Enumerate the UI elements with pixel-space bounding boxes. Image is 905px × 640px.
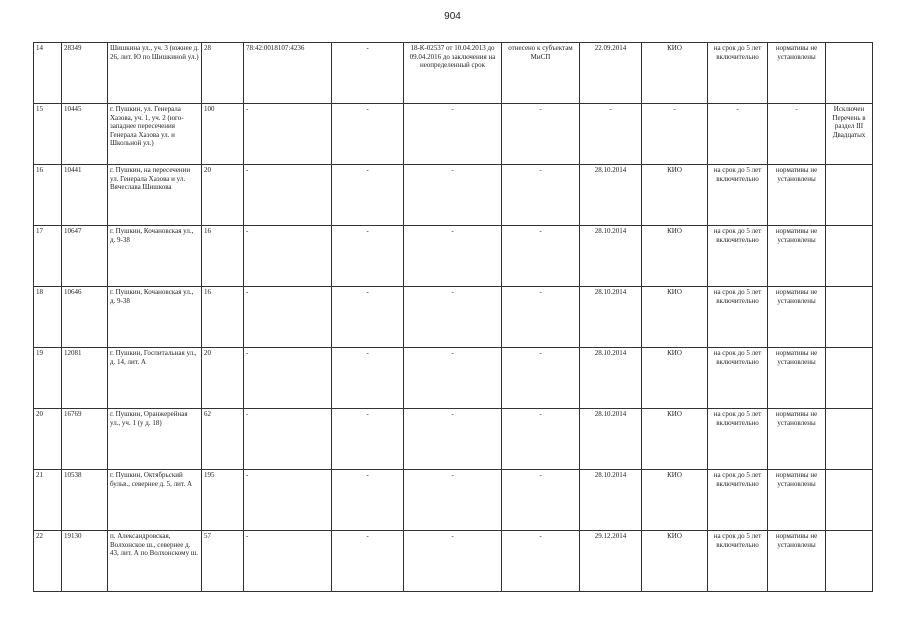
cell-object-code: 10646 xyxy=(62,287,108,348)
table-row xyxy=(34,43,873,104)
cell-object-code: 12081 xyxy=(62,348,108,409)
cell-column-6: - xyxy=(332,287,404,348)
table-row xyxy=(34,287,873,348)
cell-object-code: 10445 xyxy=(62,104,108,165)
cell-column-8: - xyxy=(502,348,580,409)
cell-object-code: 10647 xyxy=(62,226,108,287)
cell-date: 28.10.2014 xyxy=(580,287,642,348)
cell-row-number: 14 xyxy=(34,43,62,104)
cell-note xyxy=(826,287,873,348)
cell-object-code: 10538 xyxy=(62,470,108,531)
cell-row-number: 17 xyxy=(34,226,62,287)
cell-norm: нормативы не установлены xyxy=(768,348,826,409)
cell-object-code: 28349 xyxy=(62,43,108,104)
cell-column-8: - xyxy=(502,165,580,226)
cell-column-8: - xyxy=(502,226,580,287)
cell-term: на срок до 5 лет включительно xyxy=(708,348,768,409)
cell-area: 100 xyxy=(202,104,244,165)
cell-area: 195 xyxy=(202,470,244,531)
cell-column-8: - xyxy=(502,470,580,531)
cell-norm: нормативы не установлены xyxy=(768,470,826,531)
cell-date: 22.09.2014 xyxy=(580,43,642,104)
cell-agency: КИО xyxy=(642,165,708,226)
cell-document: - xyxy=(404,348,502,409)
cell-address: г. Пушкин, Госпитальная ул., д. 14, лит. А xyxy=(108,348,202,409)
table-row xyxy=(34,104,873,165)
cell-cadastral-number: - xyxy=(244,226,332,287)
cell-note xyxy=(826,226,873,287)
cell-column-8: - xyxy=(502,287,580,348)
cell-note xyxy=(826,165,873,226)
cell-column-6: - xyxy=(332,104,404,165)
cell-cadastral-number: - xyxy=(244,470,332,531)
cell-agency: КИО xyxy=(642,287,708,348)
cell-area: 16 xyxy=(202,287,244,348)
cell-object-code: 10441 xyxy=(62,165,108,226)
cell-row-number: 19 xyxy=(34,348,62,409)
cell-note xyxy=(826,348,873,409)
cell-term: на срок до 5 лет включительно xyxy=(708,43,768,104)
cell-term: на срок до 5 лет включительно xyxy=(708,470,768,531)
cell-agency: КИО xyxy=(642,348,708,409)
cell-agency: КИО xyxy=(642,531,708,592)
table-row xyxy=(34,226,873,287)
table-row xyxy=(34,165,873,226)
cell-address: г. Пушкин, Октябрьский бульв., севернее д. 5, лит. А xyxy=(108,470,202,531)
cell-document: - xyxy=(404,409,502,470)
cell-norm: нормативы не установлены xyxy=(768,287,826,348)
cell-document: - xyxy=(404,104,502,165)
table-row xyxy=(34,470,873,531)
cell-document: - xyxy=(404,287,502,348)
cell-column-6: - xyxy=(332,165,404,226)
cell-term: на срок до 5 лет включительно xyxy=(708,531,768,592)
cell-address: г. Пушкин, Кочановская ул., д. 9-38 xyxy=(108,226,202,287)
cell-address: г. Пушкин, на пересечении ул. Генерала Хазова и ул. Вячеслава Шишкова xyxy=(108,165,202,226)
cell-term: на срок до 5 лет включительно xyxy=(708,165,768,226)
cell-column-8: отнесено к субъектам МиСП xyxy=(502,43,580,104)
cell-address: г. Пушкин, Оранжерейная ул., уч. 1 (у д. 18) xyxy=(108,409,202,470)
cell-norm: - xyxy=(768,104,826,165)
cell-document: - xyxy=(404,226,502,287)
cell-date: 28.10.2014 xyxy=(580,226,642,287)
cell-date: 28.10.2014 xyxy=(580,409,642,470)
cell-document: - xyxy=(404,165,502,226)
cell-column-8: - xyxy=(502,531,580,592)
cell-column-6: - xyxy=(332,409,404,470)
table-row xyxy=(34,531,873,592)
cell-cadastral-number: - xyxy=(244,409,332,470)
cell-area: 20 xyxy=(202,348,244,409)
cell-date: 29.12.2014 xyxy=(580,531,642,592)
cell-cadastral-number: - xyxy=(244,348,332,409)
cell-date: - xyxy=(580,104,642,165)
cell-document: - xyxy=(404,531,502,592)
cell-row-number: 15 xyxy=(34,104,62,165)
cell-note xyxy=(826,43,873,104)
registry-table xyxy=(33,42,873,592)
cell-column-8: - xyxy=(502,104,580,165)
cell-column-6: - xyxy=(332,470,404,531)
cell-norm: нормативы не установлены xyxy=(768,43,826,104)
cell-area: 57 xyxy=(202,531,244,592)
cell-cadastral-number: - xyxy=(244,165,332,226)
cell-norm: нормативы не установлены xyxy=(768,165,826,226)
cell-date: 28.10.2014 xyxy=(580,348,642,409)
cell-object-code: 19130 xyxy=(62,531,108,592)
cell-column-6: - xyxy=(332,531,404,592)
cell-row-number: 16 xyxy=(34,165,62,226)
cell-note xyxy=(826,531,873,592)
cell-cadastral-number: - xyxy=(244,531,332,592)
cell-document: 18-К-02537 от 10.04.2013 до 09.04.2016 до заключения на неопределенный срок xyxy=(404,43,502,104)
cell-term: на срок до 5 лет включительно xyxy=(708,409,768,470)
cell-cadastral-number: - xyxy=(244,104,332,165)
page-number: 904 xyxy=(444,11,461,22)
cell-agency: КИО xyxy=(642,470,708,531)
cell-term: на срок до 5 лет включительно xyxy=(708,226,768,287)
cell-row-number: 20 xyxy=(34,409,62,470)
table-row xyxy=(34,409,873,470)
cell-area: 16 xyxy=(202,226,244,287)
cell-area: 20 xyxy=(202,165,244,226)
cell-address: г. Пушкин, Кочановская ул., д. 9-38 xyxy=(108,287,202,348)
cell-agency: - xyxy=(642,104,708,165)
registry-body xyxy=(34,43,873,592)
cell-term: - xyxy=(708,104,768,165)
cell-row-number: 21 xyxy=(34,470,62,531)
cell-address: г. Пушкин, ул. Генерала Хазова, уч. 1, уч. 2 (юго-западнее пересечения Генерала Хазова ул. и Школьной ул.) xyxy=(108,104,202,165)
cell-area: 28 xyxy=(202,43,244,104)
cell-column-6: - xyxy=(332,348,404,409)
cell-cadastral-number: - xyxy=(244,287,332,348)
cell-column-6: - xyxy=(332,226,404,287)
table-row xyxy=(34,348,873,409)
cell-norm: нормативы не установлены xyxy=(768,531,826,592)
cell-column-6: - xyxy=(332,43,404,104)
cell-column-8: - xyxy=(502,409,580,470)
cell-row-number: 22 xyxy=(34,531,62,592)
cell-norm: нормативы не установлены xyxy=(768,409,826,470)
cell-date: 28.10.2014 xyxy=(580,470,642,531)
cell-agency: КИО xyxy=(642,409,708,470)
cell-norm: нормативы не установлены xyxy=(768,226,826,287)
cell-cadastral-number: 78:42:0018107:4236 xyxy=(244,43,332,104)
cell-agency: КИО xyxy=(642,226,708,287)
cell-address: п. Александровская, Волхонское ш., севернее д. 43, лит. А по Волхонскому ш. xyxy=(108,531,202,592)
cell-document: - xyxy=(404,470,502,531)
cell-agency: КИО xyxy=(642,43,708,104)
cell-note: Исключен Перечень в раздел III Двадцатых xyxy=(826,104,873,165)
cell-address: Шишкина ул., уч. 3 (южнее д. 26, лит. Ю по Шишкиной ул.) xyxy=(108,43,202,104)
cell-date: 28.10.2014 xyxy=(580,165,642,226)
cell-term: на срок до 5 лет включительно xyxy=(708,287,768,348)
cell-row-number: 18 xyxy=(34,287,62,348)
cell-area: 62 xyxy=(202,409,244,470)
cell-note xyxy=(826,470,873,531)
cell-object-code: 16769 xyxy=(62,409,108,470)
cell-note xyxy=(826,409,873,470)
